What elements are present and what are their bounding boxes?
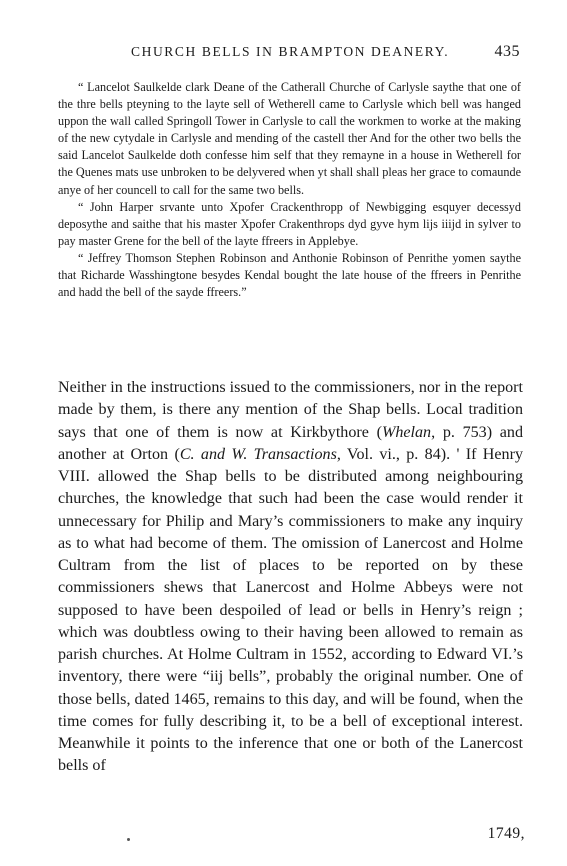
body-paragraph [58, 377, 523, 778]
quote-paragraph: “ John Harper srvante unto Xpofer Crackenthropp of Newbigging esquyer decessyd deposythe and saithe that his master Xpofer Crakenthrops dyd gyve hym lijs iiijd in sylver to pay master Grene for the bell of the layte ffreers in Applebye. [58, 199, 521, 248]
running-title: CHURCH BELLS IN BRAMPTON DEANERY. [131, 44, 450, 59]
body-text-segment: , Vol. vi., p. 84). ' If Henry VIII. allowed the Shap bells to be distributed among neighbouring churches, the knowledge that such had been the case would render it unnecessary for Philip and Mary’s commissioners to make any inquiry as to what had become of them. The omission of Lanercost and Holme Cultram from the list of places to be reported on by these commissioners shews that Lanercost and Holme Abbeys were not supposed to have been despoiled of lead or bells in Henry’s reign ; which was doubtless owing to their having been allowed to remain as parish churches. At Holme Cultram in 1552, according to Edward VI.’s inventory, there were “iij bells”, probably the original number. One of those bells, dated 1465, remains to this day, and will be found, when the time comes for fully describing it, to be a bell of exceptional interest. Meanwhile it points to the inference that one or both of the Lanercost bells of [58, 445, 524, 775]
body-text-segment: , p. 753) and another at Orton ( [58, 423, 523, 463]
quote-paragraph: “ Jeffrey Thomson Stephen Robinson and Anthonie Robinson of Penrithe yomen saythe that Richarde Wasshingtone besydes Kendal bought the late house of the ffreers in Penrithe and hadd the bell of the sayde ffreers.” [58, 250, 521, 300]
citation: C. and W. Transactions [179, 445, 337, 463]
quote-paragraph: “ Lancelot Saulkelde clark Deane of the Catherall Churche of Carlysle saythe that one of the thre bells pteyning to the layte sell of Wetherell came to Carlysle which bell was hanged uppon the wall called Springoll Tower in Carlysle to call the workmen to worke at the making of the new cytydale in Carlysle and mending of the castell ther And for the other two bells the said Lancelot Saulkelde doth confesse him self that they remayne in a house in Wetherell for the Quenes mats use unbroken to be delyvered when yt shall shall pleas her grace to comaunde anye of her councell to call for the same two bells. [58, 80, 521, 197]
citation: Whelan [381, 423, 432, 441]
body-text-segment: Neither in the instructions issued to the commissioners, nor in the report made by them, is there any mention of the Shap bells. Local tradition says that one of them is now at Kirkbythore ( [58, 379, 523, 441]
catchword: 1749, [487, 825, 525, 842]
print-speck [127, 838, 130, 841]
quoted-depositions [58, 79, 521, 301]
page-number: 435 [494, 43, 520, 60]
running-head [60, 44, 520, 64]
